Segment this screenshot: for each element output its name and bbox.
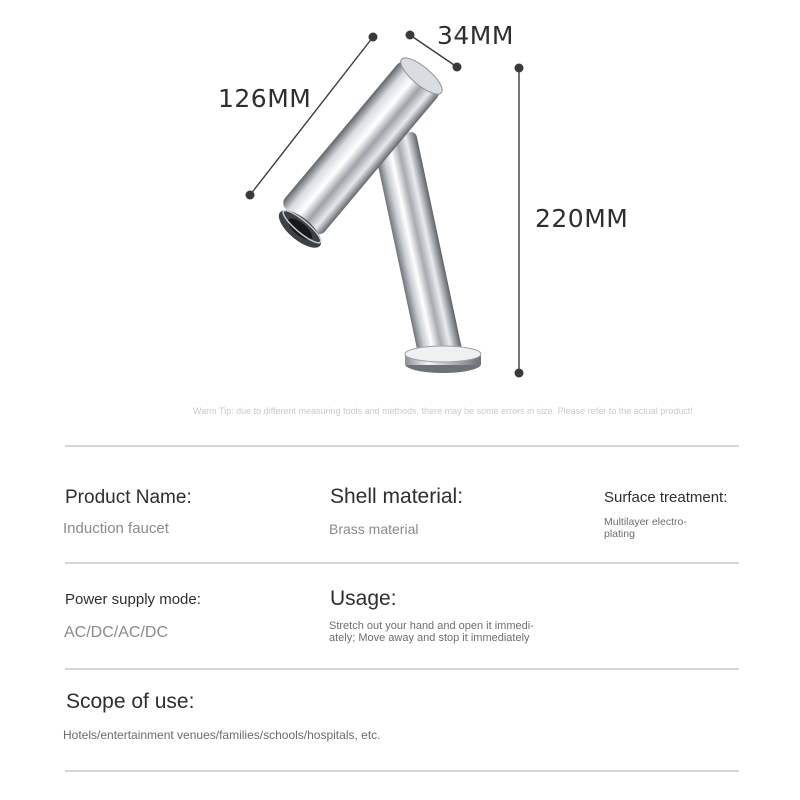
surface-treatment-value-line1: Multilayer electro- [604, 516, 687, 528]
scope-label: Scope of use: [66, 690, 195, 713]
divider-bottom [65, 770, 739, 772]
surface-treatment-value-line2: plating [604, 528, 635, 540]
usage-value-line2: ately; Move away and stop it immediately [329, 632, 530, 644]
surface-treatment-label: Surface treatment: [604, 489, 728, 506]
usage-label: Usage: [330, 587, 397, 610]
usage-value-line1: Stretch out your hand and open it immedi- [329, 620, 534, 632]
dimension-length-label: 126MM [218, 84, 312, 113]
warm-tip-note: Warm Tip: due to different measuring tools and methods, there may be some errors in size. Please refer to the actual product! [193, 406, 693, 416]
surface-treatment-value [604, 516, 687, 540]
divider-top [65, 445, 739, 447]
product-name-value: Induction faucet [63, 520, 169, 537]
shell-material-value: Brass material [329, 521, 419, 537]
faucet-base [405, 346, 481, 373]
dimension-height-label: 220MM [535, 204, 629, 233]
usage-value [329, 620, 534, 644]
power-supply-value: AC/DC/AC/DC [64, 624, 169, 641]
faucet-body [373, 131, 465, 370]
divider-row1 [65, 562, 739, 564]
dimension-line-height [515, 64, 524, 378]
shell-material-label: Shell material: [330, 485, 464, 508]
product-name-label: Product Name: [65, 487, 192, 508]
power-supply-label: Power supply mode: [65, 591, 201, 608]
scope-value: Hotels/entertainment venues/families/schools/hospitals, etc. [63, 728, 381, 742]
dimension-diameter-label: 34MM [437, 21, 514, 50]
divider-row2 [65, 668, 739, 670]
